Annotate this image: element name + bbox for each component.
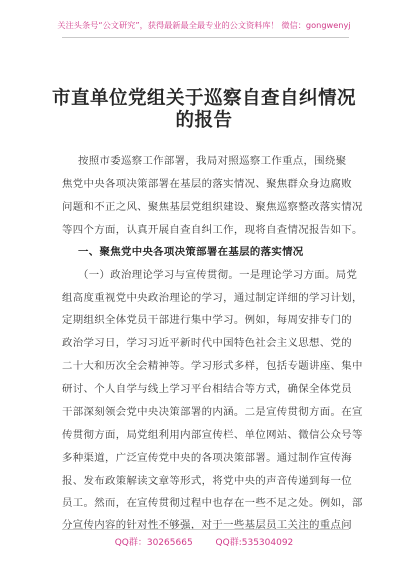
header-banner: 关注头条号“公文研究”，获得最新最全最专业的公文资料库！ 微信：gongwenyj (57, 20, 351, 30)
body-line: 研讨、个人自学与线上学习平台相结合等方式，确保全体党员 (62, 383, 352, 395)
body-line: 员工。然而，在宣传贯彻过程中也存在一些不足之处。例如，部 (62, 497, 363, 509)
document-title-line-2: 的报告 (175, 110, 233, 131)
footer-divider (62, 529, 349, 530)
section-heading: 一、聚焦党中央各项决策部署在基层的落实情况 (78, 246, 304, 258)
body-line: 按照市委巡察工作部署，我局对照巡察工作重点，围绕聚 (78, 155, 347, 167)
body-line: 等四个方面，认真开展自查自纠工作，现将自查情况报告如下。 (62, 224, 363, 236)
footer-qq-group-1: QQ群：30265665 (114, 538, 193, 548)
body-line: 焦党中央各项决策部署在基层的落实情况、聚焦群众身边腐败 (62, 178, 352, 190)
body-line: 政治学习日，学习习近平新时代中国特色社会主义思想、党的 (62, 337, 352, 349)
body-line: 定期组织全体党员干部进行集中学习。例如，每周安排专门的 (62, 314, 352, 326)
footer-qq-group-2: QQ群:535304092 (215, 538, 294, 548)
body-line: 分宣传内容的针对性不够强，对于一些基层员工关注的重点问 (62, 519, 352, 531)
body-line: 问题和不正之风、聚焦基层党组织建设、聚焦巡察整改落实情况 (62, 201, 363, 213)
header-divider (62, 37, 349, 38)
body-line: 传贯彻方面，局党组利用内部宣传栏、单位网站、微信公众号等 (62, 429, 363, 441)
document-title-line-1: 市直单位党组关于巡察自查自纠情况 (51, 88, 356, 109)
body-line: 多种渠道，广泛宣传党中央的各项决策部署。通过制作宣传海 (62, 452, 352, 464)
footer-contact (0, 535, 408, 548)
body-line: 干部深刻领会党中央决策部署的内涵。二是宣传贯彻方面。在宣 (62, 406, 363, 418)
body-line: （一）政治理论学习与宣传贯彻。一是理论学习方面。局党 (78, 269, 358, 281)
body-line: 组高度重视党中央政治理论的学习，通过制定详细的学习计划， (62, 292, 363, 304)
body-line: 报、发布政策解读文章等形式，将党中央的声音传递到每一位 (62, 475, 352, 487)
body-line: 二十大和历次全会精神等。学习形式多样，包括专题讲座、集中 (62, 360, 363, 372)
